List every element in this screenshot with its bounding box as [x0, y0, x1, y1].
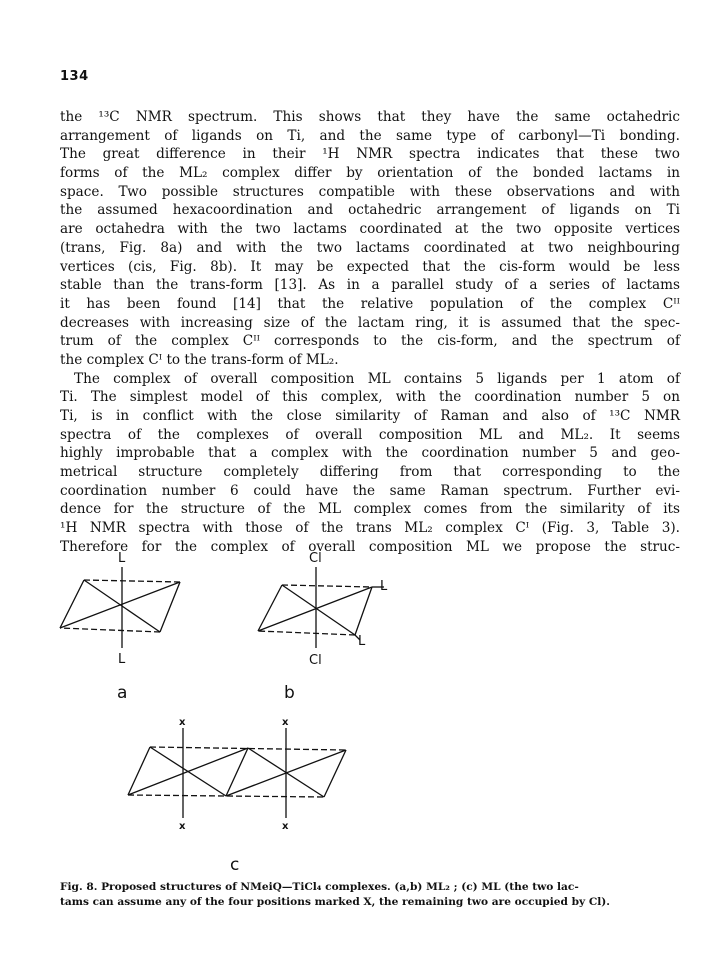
octahedron-diagonal [84, 580, 160, 632]
figure-caption [60, 880, 685, 910]
caption-line: tams can assume any of the four positions marked X, the remaining two are occupied by Cl). [60, 896, 610, 908]
text-line: Ti. The simplest model of this complex, with the coordination number 5 on [60, 389, 680, 406]
text-line: it has been found [14] that the relative population of the complex Cᴵᴵ [60, 295, 680, 312]
chain-diagonal [150, 747, 226, 796]
text-line: forms of the ML₂ complex differ by orientation of the bonded lactams in [60, 165, 680, 182]
octahedron-edge [355, 587, 372, 635]
position-marker-x: x [282, 821, 289, 832]
label-b-top: Cl [309, 551, 322, 566]
text-line: Therefore for the complex of overall composition ML we propose the struc- [60, 538, 680, 555]
label-b-right-upper: L [380, 579, 388, 594]
panel-label-a: a [117, 683, 128, 703]
position-marker-x: x [179, 717, 186, 728]
structure-a [60, 567, 180, 648]
octahedron-edge [282, 585, 372, 587]
chain-diagonal [226, 750, 346, 796]
octahedron-edge [84, 580, 180, 582]
text-line: The complex of overall composition ML contains 5 ligands per 1 atom of [74, 370, 680, 387]
octahedron-edge [160, 582, 180, 632]
chain-edge [226, 748, 248, 796]
chain-edge [128, 747, 150, 795]
text-line: vertices (cis, Fig. 8b). It may be expected that the cis-form would be less [60, 258, 680, 275]
structure-b [258, 567, 384, 648]
ligand-bond [355, 635, 360, 640]
chain-diagonal [248, 748, 324, 797]
text-line: arrangement of ligands on Ti, and the same type of carbonyl—Ti bonding. [60, 127, 680, 144]
page-number: 134 [60, 69, 89, 84]
text-line: the assumed hexacoordination and octahedric arrangement of ligands on Ti [60, 202, 680, 219]
text-line: (trans, Fig. 8a) and with the two lactams coordinated at two neighbouring [60, 239, 680, 256]
body-text [60, 108, 680, 557]
chain-edge [150, 747, 346, 750]
octahedron-diagonal [282, 585, 355, 635]
label-a-bottom: L [118, 652, 126, 667]
text-line: trum of the complex Cᴵᴵ corresponds to the cis-form, and the spectrum of [60, 333, 680, 350]
text-line: The great difference in their ¹H NMR spectra indicates that these two [60, 146, 680, 163]
text-line: dence for the structure of the ML complex comes from the similarity of its [60, 501, 680, 518]
octahedron-diagonal [60, 582, 180, 628]
text-line: metrical structure completely differing from that corresponding to the [60, 464, 680, 481]
text-line: the ¹³C NMR spectrum. This shows that they have the same octahedric [60, 109, 680, 125]
text-line: ¹H NMR spectra with those of the trans ML₂ complex Cᴵ (Fig. 3, Table 3). [60, 520, 680, 537]
octahedron-edge [60, 628, 160, 632]
text-line: spectra of the complexes of overall composition ML and ML₂. It seems [60, 426, 680, 443]
label-a-top: L [118, 551, 126, 566]
text-line: highly improbable that a complex with the coordination number 5 and geo- [60, 445, 680, 462]
chain-diagonal [128, 748, 248, 795]
panel-label-b: b [284, 683, 295, 703]
octahedron-edge [60, 580, 84, 628]
text-line: stable than the trans-form [13]. As in a parallel study of a series of lactams [60, 277, 680, 294]
chain-edge [324, 750, 346, 797]
octahedron-diagonal [258, 587, 372, 631]
structure-c [128, 728, 346, 818]
label-b-right-lower: L [358, 634, 366, 649]
octahedron-edge [258, 585, 282, 631]
panel-label-c: c [230, 855, 240, 875]
text-line: the complex Cᴵ to the trans-form of ML₂. [60, 351, 339, 368]
text-line: Ti, is in conflict with the close similarity of Raman and also of ¹³C NMR [60, 408, 680, 424]
text-line: space. Two possible structures compatible with these observations and with [60, 183, 680, 200]
text-line: decreases with increasing size of the lactam ring, it is assumed that the spec- [60, 314, 680, 331]
position-marker-x: x [179, 821, 186, 832]
chain-edge [128, 795, 324, 797]
caption-line: Fig. 8. Proposed structures of NMeiQ—TiCl₄ complexes. (a,b) ML₂ ; (c) ML (the two lac- [60, 881, 579, 893]
octahedron-edge [258, 631, 355, 635]
position-marker-x: x [282, 717, 289, 728]
text-line: coordination number 6 could have the same Raman spectrum. Further evi- [60, 482, 680, 499]
text-line: are octahedra with the two lactams coordinated at the two opposite vertices [60, 221, 680, 238]
label-b-bottom: Cl [309, 653, 322, 668]
